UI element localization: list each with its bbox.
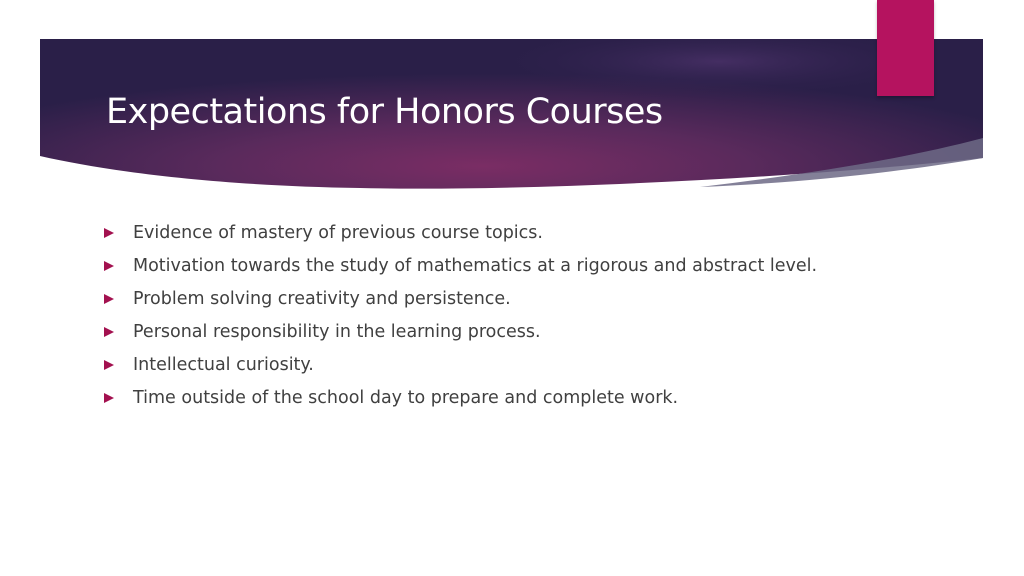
bullet-item — [104, 254, 824, 278]
bullet-text: Evidence of mastery of previous course topics. — [133, 223, 543, 243]
bullet-item — [104, 221, 824, 245]
triangle-right-icon — [104, 393, 114, 403]
bullet-text: Problem solving creativity and persistence. — [133, 289, 511, 309]
bullet-text: Personal responsibility in the learning process. — [133, 322, 541, 342]
triangle-right-icon — [104, 261, 114, 271]
slide-title: Expectations for Honors Courses — [106, 92, 663, 132]
bullet-item — [104, 386, 824, 410]
triangle-right-icon — [104, 360, 114, 370]
triangle-right-icon — [104, 228, 114, 238]
bullet-item — [104, 287, 824, 311]
bullet-item — [104, 320, 824, 344]
bullet-text: Time outside of the school day to prepare and complete work. — [133, 388, 679, 408]
bullet-text: Motivation towards the study of mathematics at a rigorous and abstract level. — [133, 256, 818, 276]
bullet-item — [104, 353, 824, 377]
bullet-list — [104, 221, 824, 419]
accent-tab — [877, 0, 934, 96]
triangle-right-icon — [104, 294, 114, 304]
triangle-right-icon — [104, 327, 114, 337]
bullet-text: Intellectual curiosity. — [133, 355, 314, 375]
